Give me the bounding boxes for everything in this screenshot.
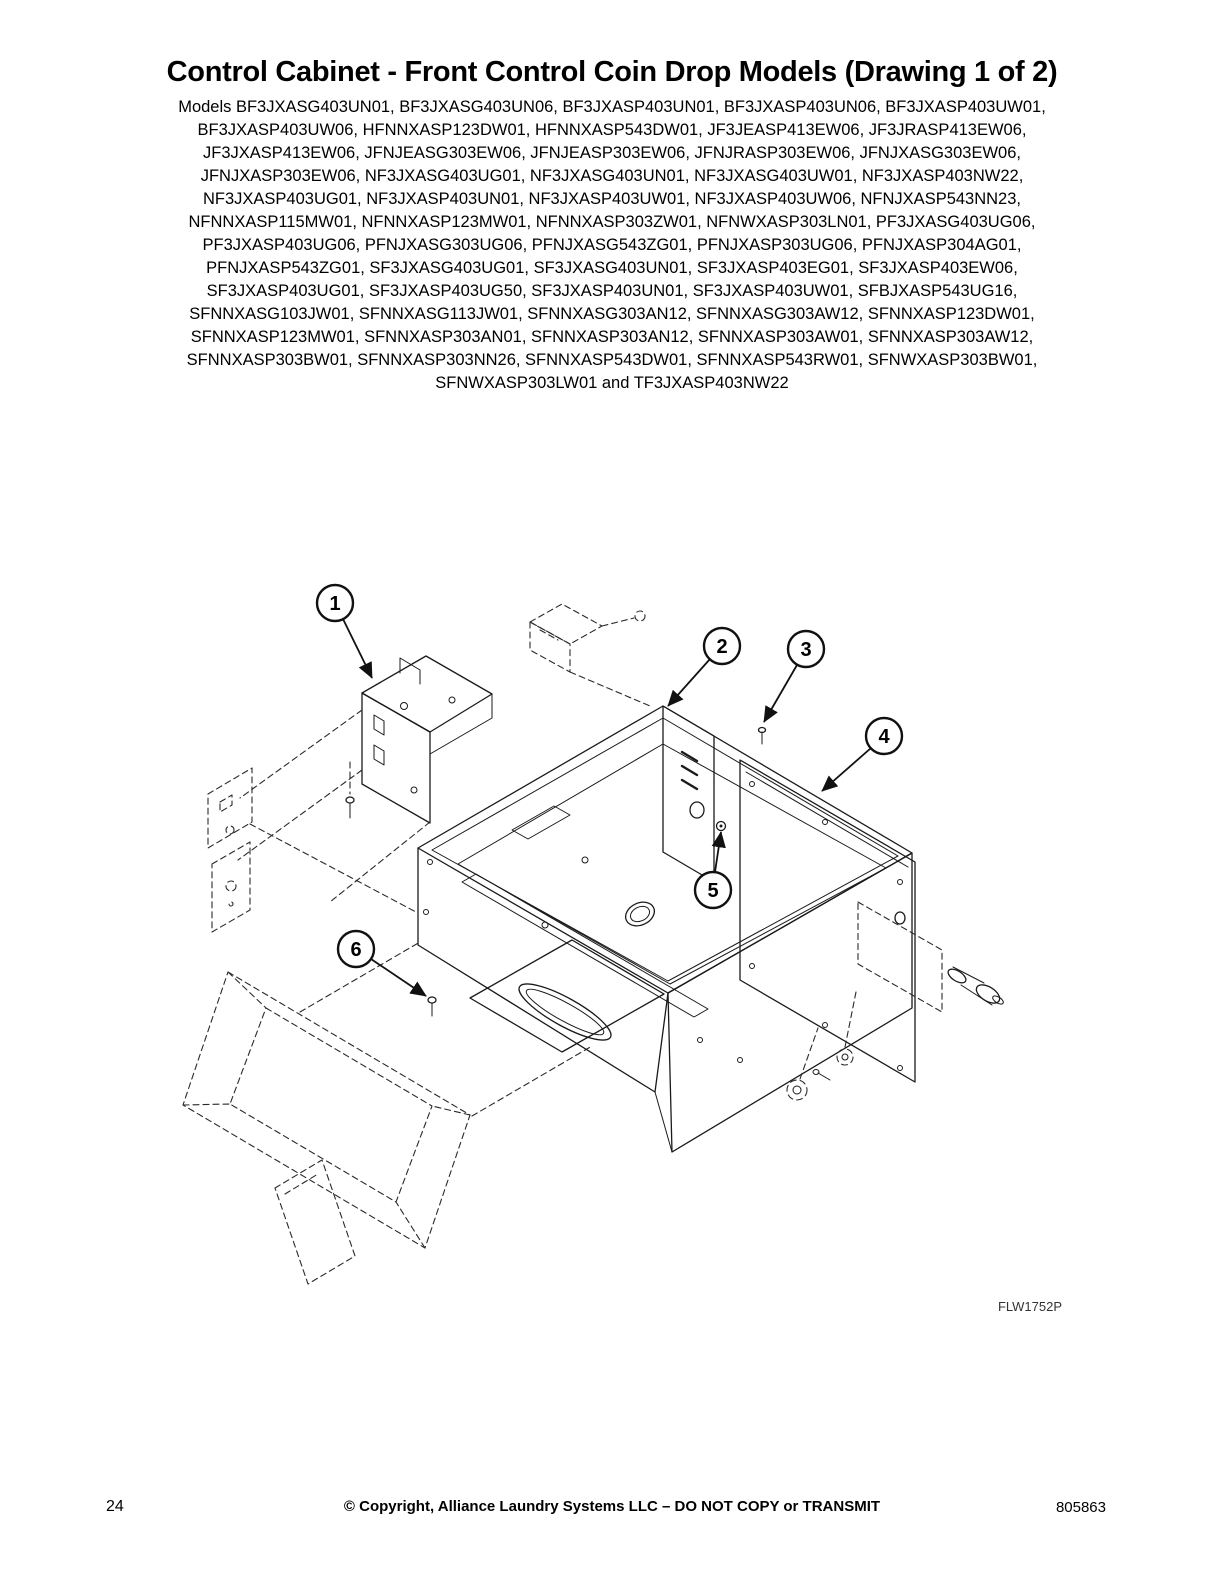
- page-number: 24: [106, 1498, 124, 1515]
- side-panel: [740, 760, 915, 1082]
- model-list-line: BF3JXASP403UW06, HFNNXASP123DW01, HFNNXASP543DW01, JF3JEASP413EW06, JF3JRASP413EW06,: [197, 121, 1027, 139]
- meter-case-panel-ghost: [208, 710, 430, 932]
- model-list-line: NFNNXASP115MW01, NFNNXASP123MW01, NFNNXASP303ZW01, NFNWXASP303LN01, PF3JXASG403UG06,: [188, 213, 1036, 231]
- model-list-line: SF3JXASP403UG01, SF3JXASP403UG50, SF3JXASP403UN01, SF3JXASP403UW01, SFBJXASP543UG16,: [206, 282, 1018, 300]
- leader-arrow-3: [764, 665, 797, 722]
- model-list-line: JFNJXASP303EW06, NF3JXASG403UG01, NF3JXASG403UN01, NF3JXASG403UW01, NF3JXASP403NW22,: [200, 167, 1024, 185]
- mounting-bracket-ghost: [530, 604, 650, 706]
- model-list-line: SFNNXASP303BW01, SFNNXASP303NN26, SFNNXASP543DW01, SFNNXASP543RW01, SFNWXASP303BW01,: [186, 351, 1038, 369]
- screw-3: [759, 728, 766, 745]
- model-list-line: JF3JXASP413EW06, JFNJEASG303EW06, JFNJEASP303EW06, JFNJRASP303EW06, JFNJXASG303EW06,: [203, 144, 1021, 162]
- document-number: 805863: [1055, 1499, 1106, 1516]
- model-list-line: SFNWXASP303LW01 and TF3JXASP403NW22: [435, 374, 789, 392]
- door-frame-ghost: [183, 942, 592, 1284]
- svg-text:4: 4: [878, 726, 890, 748]
- callout-3: [788, 631, 824, 667]
- model-list-line: PFNJXASP543ZG01, SF3JXASG403UG01, SF3JXASG403UN01, SF3JXASP403EG01, SF3JXASP403EW06,: [206, 259, 1018, 277]
- svg-text:2: 2: [716, 636, 728, 658]
- model-list-line: SFNNXASP123MW01, SFNNXASP303AN01, SFNNXASP303AN12, SFNNXASP303AW01, SFNNXASP303AW12,: [190, 328, 1034, 346]
- leader-arrow-6: [371, 959, 426, 996]
- screw-5: [717, 822, 726, 831]
- leader-arrow-1: [343, 619, 372, 678]
- callout-1: [317, 585, 353, 621]
- svg-text:3: 3: [800, 639, 812, 661]
- figure-code: FLW1752P: [997, 1299, 1063, 1314]
- model-list-line: NF3JXASP403UG01, NF3JXASP403UN01, NF3JXASP403UW01, NF3JXASP403UW06, NFNJXASP543NN23,: [202, 190, 1021, 208]
- cabinet-wrapper: [418, 706, 912, 1152]
- control-bracket: [346, 656, 492, 823]
- copyright-notice: © Copyright, Alliance Laundry Systems LLC – DO NOT COPY or TRANSMIT: [343, 1498, 881, 1515]
- screw-6: [428, 997, 436, 1016]
- exploded-diagram: [0, 560, 1224, 1320]
- callout-6: [338, 931, 374, 967]
- model-list-line: Models BF3JXASG403UN01, BF3JXASG403UN06, BF3JXASP403UN01, BF3JXASP403UN06, BF3JXASP403UW01,: [178, 98, 1046, 116]
- leader-arrow-2: [668, 659, 710, 706]
- svg-text:5: 5: [707, 880, 719, 902]
- callout-2: [704, 628, 740, 664]
- svg-text:1: 1: [329, 593, 341, 615]
- page-title: Control Cabinet - Front Control Coin Drop Models (Drawing 1 of 2): [166, 56, 1058, 88]
- model-list-line: PF3JXASP403UG06, PFNJXASG303UG06, PFNJXASG543ZG01, PFNJXASP303UG06, PFNJXASP304AG01,: [202, 236, 1022, 254]
- svg-text:6: 6: [350, 939, 362, 961]
- callout-5: [695, 872, 731, 908]
- model-list-line: SFNNXASG103JW01, SFNNXASG113JW01, SFNNXASG303AN12, SFNNXASG303AW12, SFNNXASP123DW01,: [189, 305, 1035, 323]
- leader-arrow-4: [822, 748, 871, 791]
- callout-4: [866, 718, 902, 754]
- model-list: [0, 96, 1224, 395]
- leader-arrow-5: [715, 832, 721, 872]
- page-footer: [0, 1498, 1224, 1528]
